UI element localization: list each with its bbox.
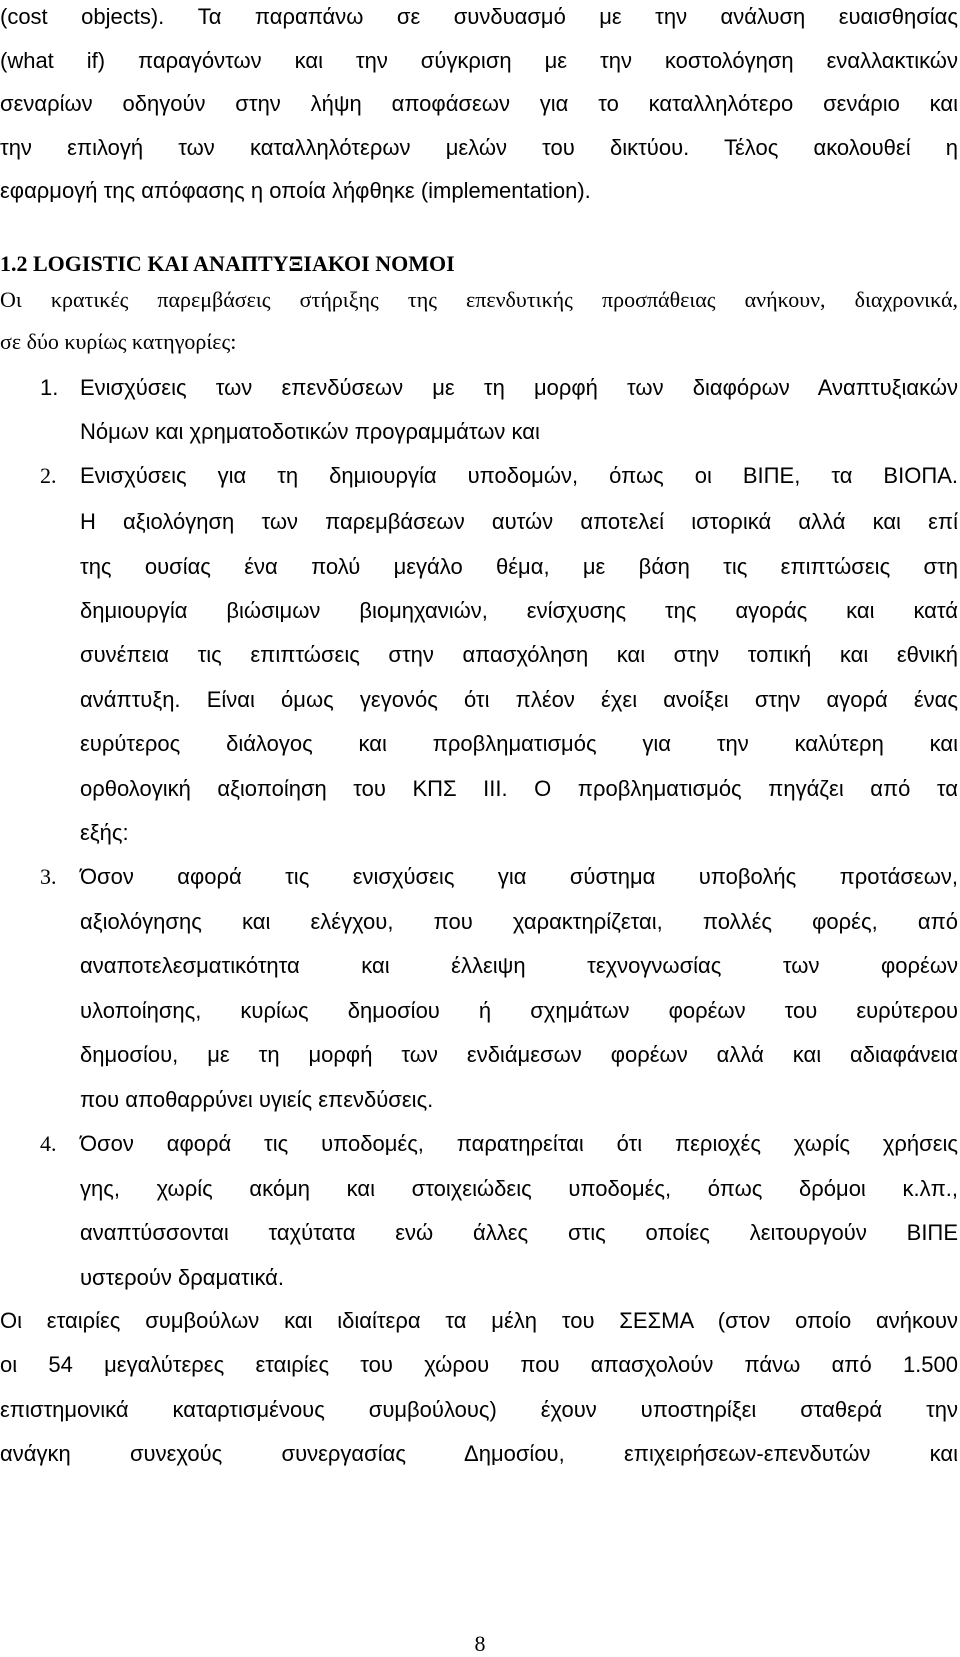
list-item-number: 1. — [40, 375, 59, 400]
list-item-line: Η αξιολόγηση των παρεμβάσεων αυτών αποτελεί ιστορικά αλλά και επί — [80, 509, 958, 534]
body-text-line: ανάγκη συνεχούς συνεργασίας Δημοσίου, επιχειρήσεων-επενδυτών και — [0, 1441, 958, 1466]
page-number: 8 — [474, 1631, 486, 1656]
list-item-line: αναπτύσσονται ταχύτατα ενώ άλλες στις οποίες λειτουργούν ΒΙΠΕ — [80, 1220, 958, 1245]
list-item-line: ανάπτυξη. Είναι όμως γεγονός ότι πλέον έχει ανοίξει στην αγορά ένας — [80, 687, 958, 712]
body-text-line: σεναρίων οδηγούν στην λήψη αποφάσεων για το καταλληλότερο σενάριο και — [0, 91, 958, 116]
section-intro-line: Οι κρατικές παρεμβάσεις στήριξης της επενδυτικής προσπάθειας ανήκουν, διαχρονικά, — [0, 287, 958, 312]
list-item-line: Ενισχύσεις των επενδύσεων με τη μορφή των διαφόρων Αναπτυξιακών — [80, 375, 958, 400]
list-item-number: 3. — [40, 864, 57, 889]
list-item-line: Όσον αφορά τις υποδομές, παρατηρείται ότι περιοχές χωρίς χρήσεις — [80, 1131, 958, 1156]
section-heading: 1.2 LOGISTIC ΚΑΙ ΑΝΑΠΤΥΞΙΑΚΟΙ ΝΟΜΟΙ — [0, 251, 455, 276]
body-text-line: (what if) παραγόντων και την σύγκριση με την κοστολόγηση εναλλακτικών — [0, 48, 958, 73]
list-item-line: Όσον αφορά τις ενισχύσεις για σύστημα υποβολής προτάσεων, — [80, 864, 958, 889]
list-item-line: αξιολόγησης και ελέγχου, που χαρακτηρίζεται, πολλές φορές, από — [80, 909, 958, 934]
body-text-line: οι 54 μεγαλύτερες εταιρίες του χώρου που απασχολούν πάνω από 1.500 — [0, 1352, 958, 1377]
list-item-line: δημοσίου, με τη μορφή των ενδιάμεσων φορέων αλλά και αδιαφάνεια — [80, 1042, 958, 1067]
list-item-line: δημιουργία βιώσιμων βιομηχανιών, ενίσχυσης της αγοράς και κατά — [80, 598, 958, 623]
list-item-number: 4. — [40, 1131, 57, 1156]
list-item-line: ορθολογική αξιοποίηση του ΚΠΣ ΙΙΙ. Ο προβληματισμός πηγάζει από τα — [80, 776, 958, 801]
body-text-line: (cost objects). Τα παραπάνω σε συνδυασμό με την ανάλυση ευαισθησίας — [0, 4, 958, 29]
body-text-line: επιστημονικά καταρτισμένους συμβούλους) έχουν υποστηρίξει σταθερά την — [0, 1397, 958, 1422]
list-item-line: Νόμων και χρηματοδοτικών προγραμμάτων και — [80, 419, 540, 444]
list-item-number: 2. — [40, 463, 57, 488]
list-item-line: γης, χωρίς ακόμη και στοιχειώδεις υποδομές, όπως δρόμοι κ.λπ., — [80, 1176, 958, 1201]
list-item-line: που αποθαρρύνει υγιείς επενδύσεις. — [80, 1087, 434, 1112]
list-item-line: της ουσίας ένα πολύ μεγάλο θέμα, με βάση τις επιπτώσεις στη — [80, 554, 958, 579]
list-item-line: αναποτελεσματικότητα και έλλειψη τεχνογνωσίας των φορέων — [80, 953, 958, 978]
list-item-line: Ενισχύσεις για τη δημιουργία υποδομών, όπως οι ΒΙΠΕ, τα ΒΙΟΠΑ. — [80, 463, 958, 488]
list-item-line: υστερούν δραματικά. — [80, 1265, 285, 1290]
body-text-line: εφαρμογή της απόφασης η οποία λήφθηκε (implementation). — [0, 178, 591, 203]
list-item-line: ευρύτερος διάλογος και προβληματισμός για την καλύτερη και — [80, 731, 958, 756]
list-item-line: υλοποίησης, κυρίως δημοσίου ή σχημάτων φορέων του ευρύτερου — [80, 998, 958, 1023]
section-intro-line: σε δύο κυρίως κατηγορίες: — [0, 329, 237, 354]
list-item-line: συνέπεια τις επιπτώσεις στην απασχόληση και στην τοπική και εθνική — [80, 642, 958, 667]
body-text-line: την επιλογή των καταλληλότερων μελών του δικτύου. Τέλος ακολουθεί η — [0, 135, 958, 160]
list-item-line: εξής: — [80, 820, 129, 845]
body-text-line: Οι εταιρίες συμβούλων και ιδιαίτερα τα μέλη του ΣΕΣΜΑ (στον οποίο ανήκουν — [0, 1308, 958, 1333]
